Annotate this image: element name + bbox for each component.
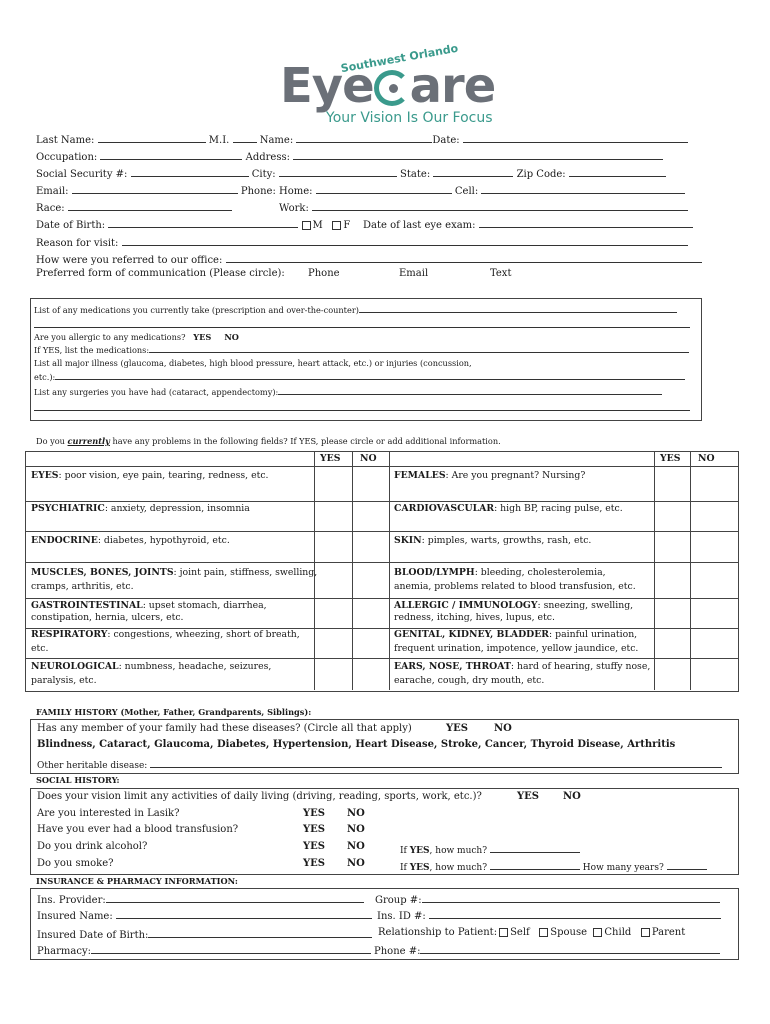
male-label: M: [312, 220, 323, 231]
row-ssn: [36, 166, 666, 180]
illness-field[interactable]: [55, 371, 685, 380]
logo: [280, 41, 496, 128]
allergy-meds-field[interactable]: [149, 344, 689, 353]
spouse-label: Spouse: [550, 927, 588, 938]
row-email: [36, 183, 685, 197]
surgeries-row: [34, 386, 662, 397]
meds-label: List of any medications you currently take (prescription and over-the-counter): [34, 305, 359, 315]
child-checkbox[interactable]: [593, 928, 602, 937]
if-label: If: [400, 846, 410, 856]
row-occupation: [36, 149, 663, 163]
state-field[interactable]: [433, 166, 513, 177]
meds-field-2[interactable]: [34, 327, 690, 328]
illness-etc-label: etc.):: [34, 372, 56, 382]
last-exam-label: Date of last eye exam:: [363, 220, 476, 231]
illness-label: List all major illness (glaucoma, diabetes, high blood pressure, heart attack, etc.) or injuries (concussion,: [34, 358, 472, 368]
pharmacy-phone-row: [374, 943, 720, 957]
home-phone-field[interactable]: [316, 183, 452, 194]
social-q4: Do you drink alcohol?: [37, 841, 148, 852]
right-no-header: NO: [698, 453, 715, 464]
cell-label: Cell:: [454, 186, 479, 197]
pharmacy-phone-field[interactable]: [420, 943, 720, 954]
social-q1-no[interactable]: NO: [563, 791, 581, 802]
problem-eyes: EYES: poor vision, eye pain, tearing, redness, etc.: [31, 470, 269, 481]
if-yes-bold-2: YES: [409, 863, 430, 873]
how-many-years-label: How many years?: [582, 863, 664, 873]
address-label: Address:: [245, 152, 290, 163]
last-exam-field[interactable]: [479, 217, 693, 228]
problem-blood: BLOOD/LYMPH: bleeding, cholesterolemia, anemia, problems related to blood transfusion, etc.: [394, 567, 636, 592]
family-yes[interactable]: YES: [446, 723, 468, 734]
problem-ent: EARS, NOSE, THROAT: hard of hearing, stuffy nose, earache, cough, dry mouth, etc.: [394, 661, 651, 686]
logo-brand: [280, 58, 495, 114]
ins-id-field[interactable]: [429, 908, 721, 919]
spouse-checkbox[interactable]: [539, 928, 548, 937]
problem-gastro: GASTROINTESTINAL: upset stomach, diarrhea, constipation, hernia, ulcers, etc.: [31, 600, 267, 623]
female-checkbox[interactable]: [332, 221, 341, 230]
first-name-label: Name:: [259, 135, 294, 146]
email-label: Email:: [36, 186, 69, 197]
male-checkbox[interactable]: [302, 221, 311, 230]
family-history-header: FAMILY HISTORY (Mother, Father, Grandparents, Siblings):: [36, 707, 312, 717]
last-name-label: Last Name:: [36, 135, 95, 146]
problems-intro: [36, 436, 501, 446]
address-field[interactable]: [293, 149, 663, 160]
option-email[interactable]: Email: [399, 268, 429, 279]
family-diseases[interactable]: Blindness, Cataract, Glaucoma, Diabetes, Hypertension, Heart Disease, Stroke, Cancer, Thyroid Disease, Arthritis: [37, 739, 676, 750]
if-label-2: If: [400, 863, 410, 873]
social-q3-yes[interactable]: YES: [303, 824, 325, 835]
smoke-amount-row: [400, 859, 707, 873]
social-q2-no[interactable]: NO: [347, 808, 365, 819]
other-disease-label: Other heritable disease:: [37, 761, 148, 771]
surgeries-label: List any surgeries you have had (cataract, appendectomy):: [34, 387, 279, 397]
last-name-field[interactable]: [98, 132, 206, 143]
logo-brand-post: are: [409, 58, 496, 114]
relationship-row: [378, 927, 685, 938]
right-yes-header: YES: [660, 453, 681, 464]
self-checkbox[interactable]: [499, 928, 508, 937]
referred-label: How were you referred to our office:: [36, 255, 223, 266]
allergic-yes[interactable]: YES: [193, 332, 212, 342]
surgeries-field-2[interactable]: [34, 410, 690, 411]
social-q1: Does your vision limit any activities of daily living (driving, reading, sports, work, etc.)?: [37, 791, 482, 802]
how-much-label-2: , how much?: [429, 863, 488, 873]
parent-label: Parent: [651, 927, 686, 938]
family-question: Has any member of your family had these diseases? (Circle all that apply): [37, 723, 412, 734]
social-q3-no[interactable]: NO: [347, 824, 365, 835]
social-q2: Are you interested in Lasik?: [37, 808, 180, 819]
social-q5-no[interactable]: NO: [347, 858, 365, 869]
problem-females: FEMALES: Are you pregnant? Nursing?: [394, 470, 586, 481]
dob-label: Date of Birth:: [36, 220, 106, 231]
pharmacy-row: [37, 943, 371, 957]
ins-provider-label: Ins. Provider:: [37, 895, 106, 906]
race-field[interactable]: [68, 200, 232, 211]
ins-provider-row: [37, 892, 364, 906]
smoke-years-field[interactable]: [667, 859, 707, 870]
home-phone-label: Phone: Home:: [240, 186, 313, 197]
occupation-label: Occupation:: [36, 152, 98, 163]
problem-cardio: CARDIOVASCULAR: high BP, racing pulse, etc.: [394, 503, 623, 514]
row-work: [279, 200, 688, 214]
preferred-comm-label: Preferred form of communication (Please circle):: [36, 268, 285, 279]
allergic-no[interactable]: NO: [224, 332, 239, 342]
problem-skin: SKIN: pimples, warts, growths, rash, etc.: [394, 535, 592, 546]
insured-dob-row: [37, 927, 372, 941]
social-history-header: SOCIAL HISTORY:: [36, 775, 120, 785]
group-field[interactable]: [422, 892, 720, 903]
row-race: [36, 200, 232, 214]
insured-dob-field[interactable]: [148, 927, 372, 938]
social-q4-yes[interactable]: YES: [303, 841, 325, 852]
pharmacy-phone-label: Phone #:: [374, 946, 421, 957]
allergic-label: Are you allergic to any medications?: [34, 332, 186, 342]
first-name-field[interactable]: [296, 132, 432, 143]
row-dob: [36, 217, 693, 231]
date-label: Date:: [432, 135, 460, 146]
insured-name-field[interactable]: [116, 908, 372, 919]
if-yes-bold: YES: [409, 846, 430, 856]
group-row: [375, 892, 720, 906]
intro-pre: Do you: [36, 436, 68, 446]
illness-row: [34, 371, 685, 382]
referred-field[interactable]: [226, 252, 702, 263]
social-q2-yes[interactable]: YES: [303, 808, 325, 819]
left-no-header: NO: [360, 453, 377, 464]
social-q4-no[interactable]: NO: [347, 841, 365, 852]
social-q5-yes[interactable]: YES: [303, 858, 325, 869]
ins-id-label: Ins. ID #:: [377, 911, 426, 922]
intro-post: have any problems in the following fields? If YES, please circle or add additional information.: [109, 436, 501, 446]
problem-genital: GENITAL, KIDNEY, BLADDER: painful urination, frequent urination, impotence, yellow jaundice, etc.: [394, 629, 639, 654]
intro-emphasis: currently: [67, 436, 110, 446]
city-field[interactable]: [279, 166, 397, 177]
row-referred: [36, 252, 702, 266]
ssn-label: Social Security #:: [36, 169, 128, 180]
city-label: City:: [251, 169, 276, 180]
problem-psychiatric: PSYCHIATRIC: anxiety, depression, insomnia: [31, 503, 250, 514]
other-disease-field[interactable]: [150, 757, 722, 768]
zip-label: Zip Code:: [516, 169, 566, 180]
meds-field[interactable]: [359, 304, 677, 313]
problem-endocrine: ENDOCRINE: diabetes, hypothyroid, etc.: [31, 535, 230, 546]
how-much-label: , how much?: [429, 846, 488, 856]
cell-field[interactable]: [481, 183, 685, 194]
left-yes-header: YES: [320, 453, 341, 464]
problem-muscles: MUSCLES, BONES, JOINTS: joint pain, stiffness, swelling, cramps, arthritis, etc.: [31, 567, 318, 592]
reason-field[interactable]: [122, 235, 688, 246]
dob-field[interactable]: [108, 217, 298, 228]
social-q1-yes[interactable]: YES: [517, 791, 539, 802]
state-label: State:: [400, 169, 431, 180]
alcohol-amount-field[interactable]: [490, 842, 580, 853]
zip-field[interactable]: [569, 166, 666, 177]
pharmacy-field[interactable]: [91, 943, 371, 954]
ssn-field[interactable]: [131, 166, 249, 177]
date-field[interactable]: [463, 132, 688, 143]
group-label: Group #:: [375, 895, 422, 906]
social-q3: Have you ever had a blood transfusion?: [37, 824, 239, 835]
family-no[interactable]: NO: [494, 723, 512, 734]
surgeries-field[interactable]: [278, 386, 662, 395]
email-field[interactable]: [72, 183, 238, 194]
smoke-amount-field[interactable]: [490, 859, 580, 870]
ins-id-row: [377, 908, 721, 922]
pharmacy-label: Pharmacy:: [37, 946, 91, 957]
reason-label: Reason for visit:: [36, 238, 119, 249]
child-label: Child: [604, 927, 632, 938]
insured-dob-label: Insured Date of Birth:: [37, 930, 149, 941]
allergic-row: [34, 332, 239, 342]
female-label: F: [343, 220, 351, 231]
insurance-header: INSURANCE & PHARMACY INFORMATION:: [36, 876, 238, 886]
row-name: [36, 132, 688, 146]
if-yes-label: If YES, list the medications:: [34, 345, 150, 355]
problem-neurological: NEUROLOGICAL: numbness, headache, seizures, paralysis, etc.: [31, 661, 272, 686]
family-other-row: [37, 757, 722, 771]
race-label: Race:: [36, 203, 65, 214]
social-q5: Do you smoke?: [37, 858, 114, 869]
self-label: Self: [510, 927, 530, 938]
work-field[interactable]: [312, 200, 688, 211]
work-label: Work:: [279, 203, 309, 214]
relationship-label: Relationship to Patient:: [378, 927, 498, 938]
row-reason: [36, 235, 688, 249]
logo-eye-icon: [374, 70, 410, 106]
problem-allergic: ALLERGIC / IMMUNOLOGY: sneezing, swelling, redness, itching, hives, lupus, etc.: [394, 600, 634, 623]
insured-name-row: [37, 908, 372, 922]
logo-tagline: Your Vision Is Our Focus: [326, 110, 493, 126]
logo-brand-pre: Eye: [280, 58, 374, 114]
option-phone[interactable]: Phone: [308, 268, 340, 279]
parent-checkbox[interactable]: [641, 928, 650, 937]
ins-provider-field[interactable]: [106, 892, 364, 903]
problem-respiratory: RESPIRATORY: congestions, wheezing, short of breath, etc.: [31, 629, 300, 654]
if-yes-row: [34, 344, 689, 355]
mi-field[interactable]: [233, 132, 257, 143]
alcohol-amount-row: [400, 842, 580, 856]
occupation-field[interactable]: [100, 149, 242, 160]
meds-row: [34, 304, 677, 315]
mi-label: M.I.: [208, 135, 230, 146]
logo-subtitle: Southwest Orlando: [339, 41, 460, 76]
insured-name-label: Insured Name:: [37, 911, 113, 922]
option-text[interactable]: Text: [490, 268, 512, 279]
